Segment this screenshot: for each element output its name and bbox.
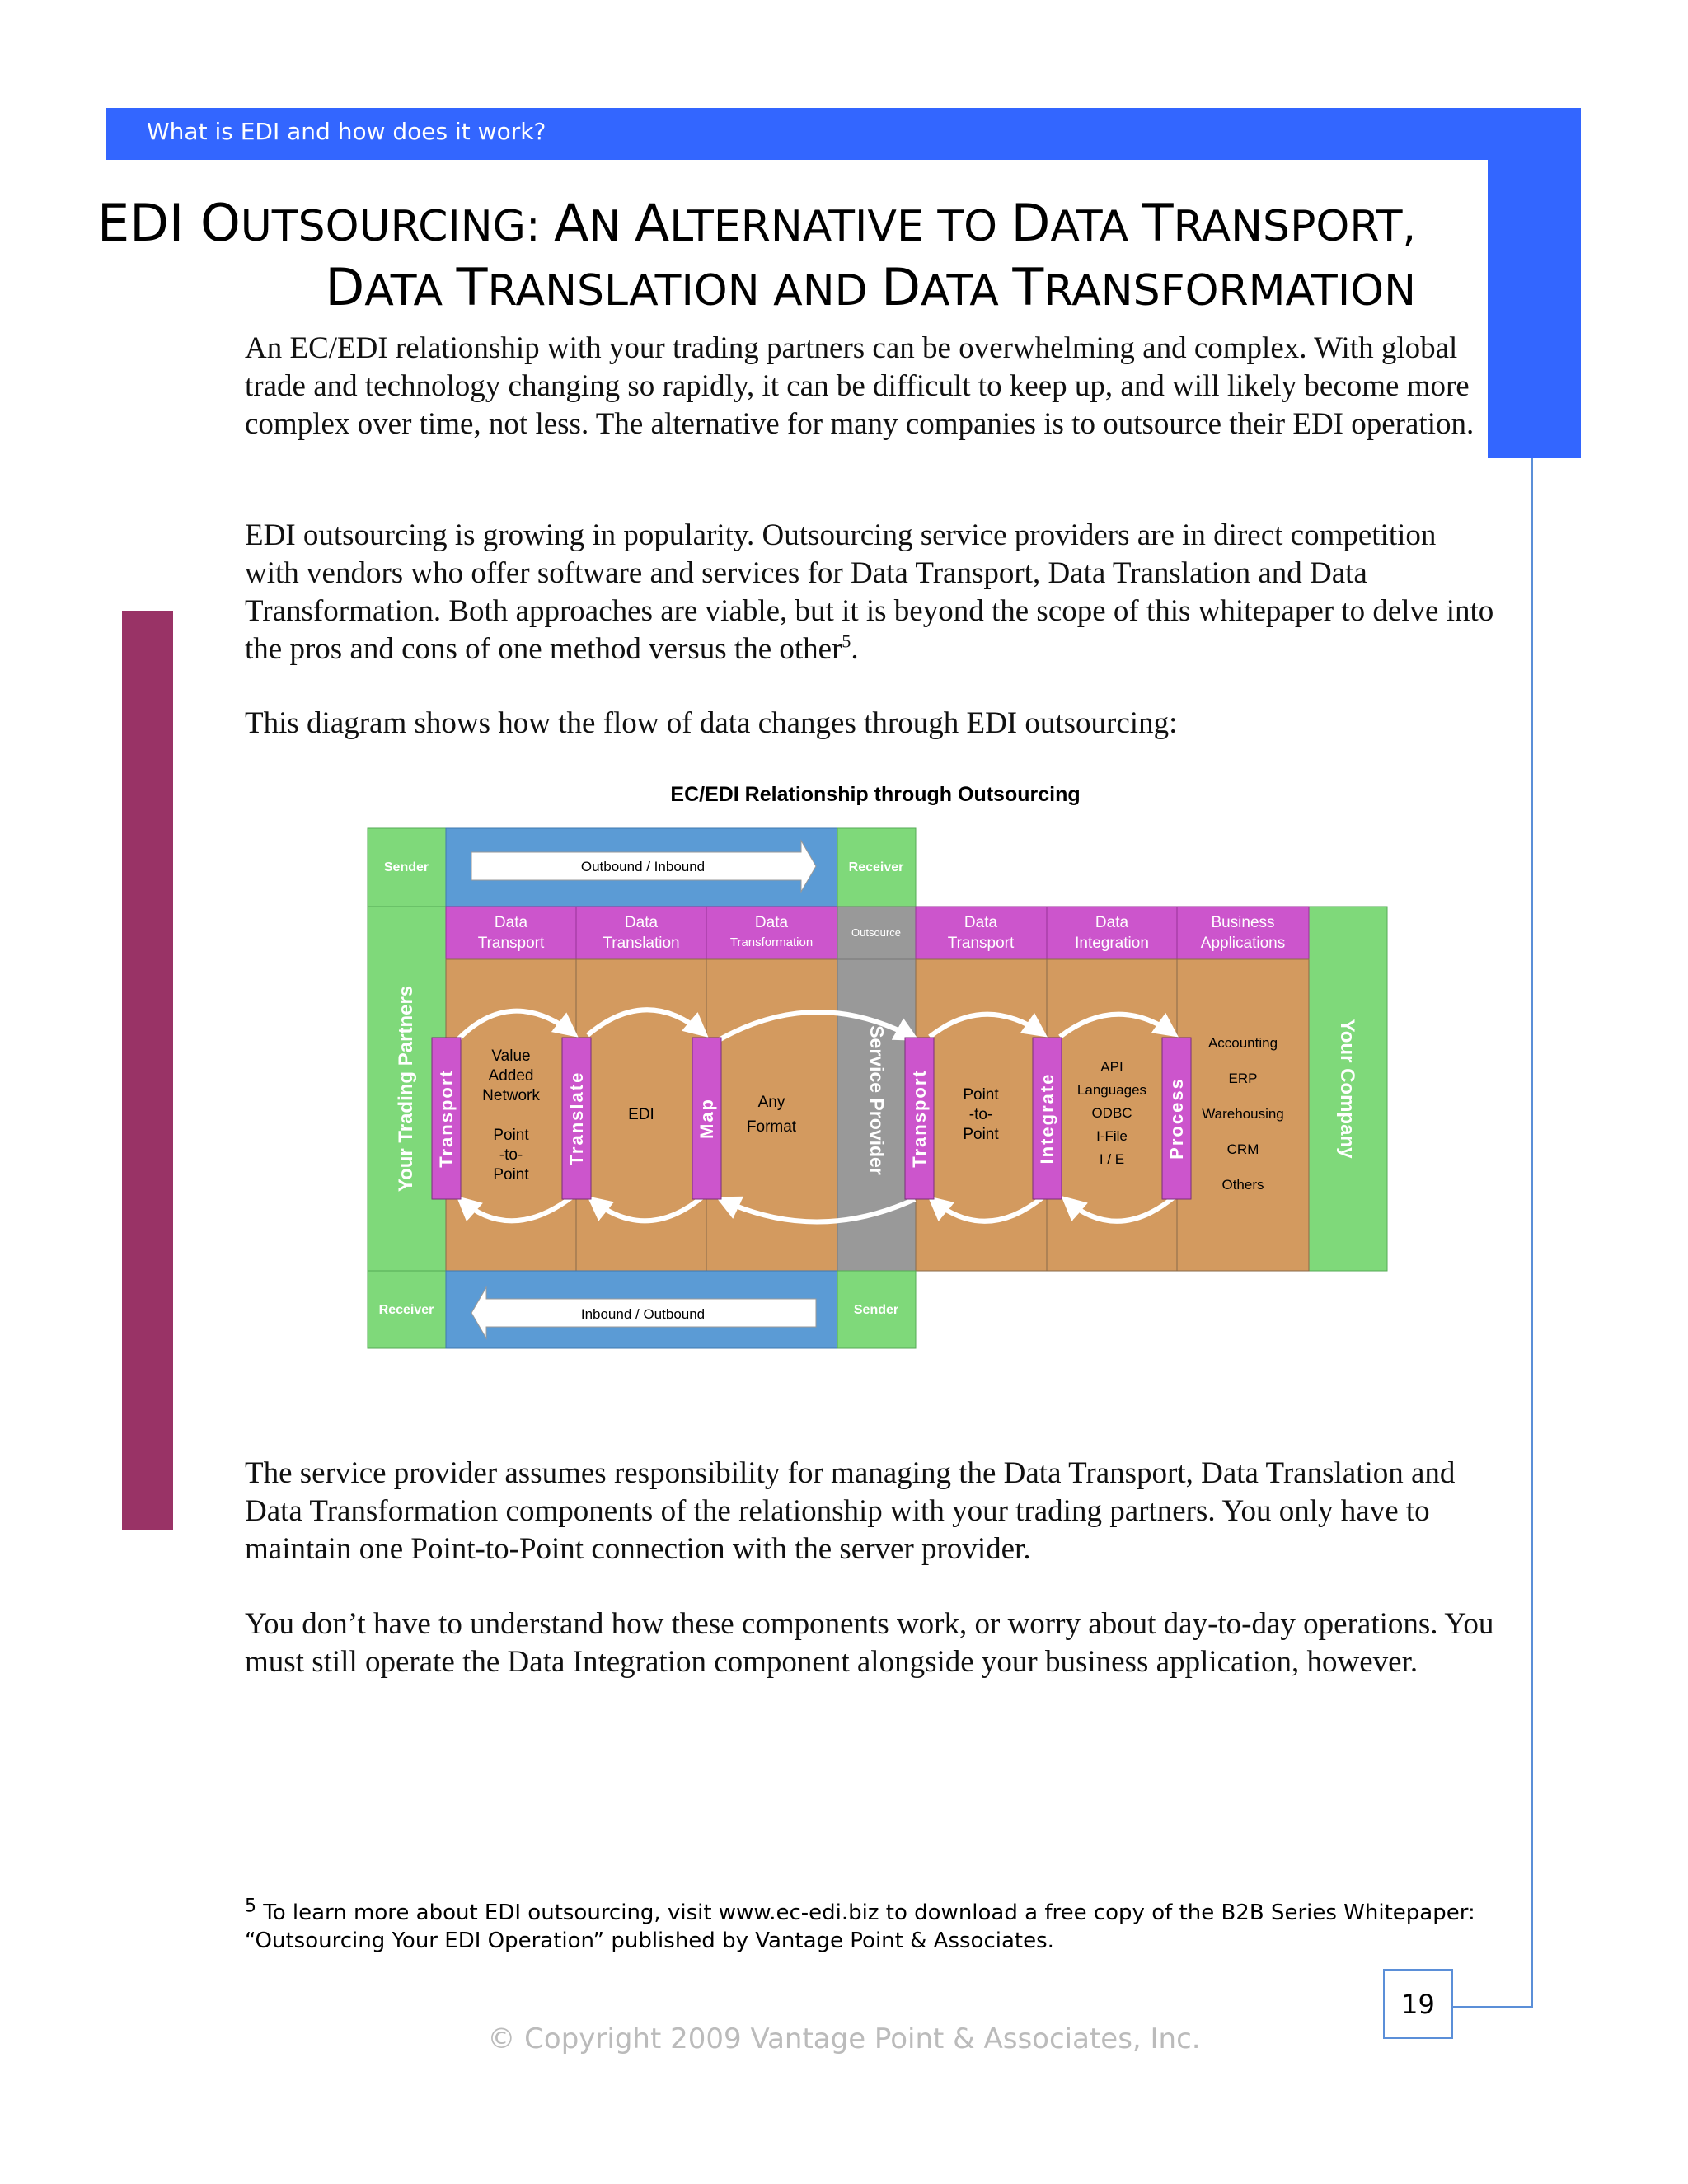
title-smallcaps: N: [588, 202, 635, 251]
copyright-notice: © Copyright 2009 Vantage Point & Associates, Inc.: [487, 2022, 1201, 2055]
title-smallcaps: ATA: [364, 266, 457, 316]
step-label: Process: [1166, 1077, 1187, 1160]
step-label: Transport: [909, 1069, 930, 1168]
cell-text: -to-: [968, 1106, 993, 1123]
title-capital: EDI: [97, 193, 200, 253]
cell-text: EDI: [628, 1106, 654, 1123]
header-label: Data: [964, 914, 998, 931]
inbound-outbound-label: Inbound / Outbound: [580, 1306, 706, 1322]
paragraph-2-text: EDI outsourcing is growing in popularity. Outsourcing service providers are in direct competition with vendors who offer software and services for Data Transport, Data Translation and Data Transformation. Both approaches are viable, but it is beyond the scope of this whitepaper to delve into the pros and cons of one method versus the other: [245, 518, 1494, 666]
header-label: Data: [754, 914, 789, 931]
footnote-ref: 5: [842, 630, 851, 652]
service-provider-label: Service Provider: [866, 1025, 888, 1175]
page-title-line-1: [97, 193, 1416, 253]
header-label: Translation: [603, 935, 680, 952]
step-label: Translate: [566, 1071, 587, 1166]
header-label: Applications: [1200, 935, 1286, 952]
cell-text: CRM: [1226, 1141, 1259, 1157]
title-capital: A: [634, 193, 670, 253]
step-label: Integrate: [1037, 1072, 1057, 1165]
header-label: Business: [1211, 914, 1275, 931]
paragraph-2: [245, 517, 1498, 668]
title-smallcaps: LTERNATIVE TO: [669, 202, 1011, 251]
cell-text: Point: [963, 1126, 999, 1143]
corner-decoration: [1488, 160, 1581, 458]
your-company-label: Your Company: [1336, 1019, 1358, 1159]
paragraph-5: You don’t have to understand how these components work, or worry about day-to-day operations. You must still operate the Data Integration component alongside your business application, however.: [245, 1607, 1494, 1679]
title-capital: A: [554, 193, 589, 253]
side-accent-bar: [122, 611, 173, 1530]
title-capital: T: [1012, 257, 1044, 317]
cell-text: I-File: [1096, 1128, 1128, 1144]
title-capital: T: [1142, 193, 1174, 253]
paragraph-1: An EC/EDI relationship with your trading partners can be overwhelming and complex. With global trade and technology changing so rapidly, it can be difficult to keep up, and will likely become more complex over time, not less. The alternative for many companies is to outsource their EDI operation.: [245, 331, 1475, 441]
footnote-number: 5: [245, 1896, 256, 1917]
step-label: Transport: [436, 1069, 457, 1168]
title-capital: T: [456, 257, 488, 317]
section-header-text: What is EDI and how does it work?: [147, 118, 546, 145]
cell-text: ERP: [1228, 1071, 1258, 1086]
cell-text: Any: [757, 1094, 785, 1111]
title-capital: D: [881, 257, 921, 317]
header-label: Data: [1095, 914, 1129, 931]
cell-text: Value: [491, 1047, 531, 1065]
cell-text: Others: [1221, 1177, 1264, 1193]
cell-text: -to-: [499, 1146, 523, 1164]
bottom-sender-label: Sender: [853, 1303, 899, 1317]
title-capital: D: [1010, 193, 1051, 253]
page-number-connector: [1453, 2006, 1533, 2008]
margin-rule: [1531, 458, 1533, 2008]
cell-text: Languages: [1076, 1082, 1147, 1098]
outsource-label: Outsource: [851, 926, 901, 939]
bottom-receiver-label: Receiver: [378, 1303, 434, 1317]
header-label: Data: [494, 914, 528, 931]
header-label: Data: [624, 914, 659, 931]
cell-text: Point: [493, 1166, 529, 1183]
edi-outsourcing-diagram: [363, 779, 1393, 1356]
cell-text: Added: [488, 1067, 534, 1085]
header-label: Transport: [477, 935, 545, 952]
cell-text: ODBC: [1091, 1105, 1132, 1121]
title-capital: O: [199, 193, 241, 253]
title-capital: D: [325, 257, 365, 317]
cell-text: I / E: [1099, 1151, 1125, 1167]
title-smallcaps: ATA: [920, 266, 1013, 316]
body-cell: [446, 959, 576, 1271]
step-label: Map: [696, 1098, 717, 1139]
title-smallcaps: RANSPORT,: [1173, 202, 1416, 251]
header-label: Transformation: [729, 935, 814, 949]
footnote: [245, 1896, 1531, 1955]
cell-text: Format: [746, 1118, 797, 1136]
title-smallcaps: UTSOURCING:: [240, 202, 554, 251]
cell-text: Warehousing: [1202, 1106, 1284, 1122]
title-smallcaps: ATA: [1050, 202, 1142, 251]
top-sender-label: Sender: [383, 860, 429, 874]
header-label: Transport: [947, 935, 1015, 952]
paragraph-2-end: .: [851, 632, 859, 666]
cell-text: Network: [482, 1087, 540, 1104]
cell-text: API: [1100, 1059, 1123, 1075]
outbound-inbound-label: Outbound / Inbound: [580, 859, 706, 874]
cell-text: Point: [493, 1127, 529, 1144]
paragraph-3: This diagram shows how the flow of data changes through EDI outsourcing:: [245, 706, 1178, 740]
trading-partners-label: Your Trading Partners: [395, 985, 417, 1193]
header-label: Integration: [1075, 935, 1149, 952]
title-smallcaps: RANSFORMATION: [1043, 266, 1416, 316]
cell-text: Accounting: [1207, 1035, 1278, 1051]
page-number: 19: [1383, 1969, 1453, 2039]
diagram-title: EC/EDI Relationship through Outsourcing: [670, 783, 1081, 806]
top-receiver-label: Receiver: [848, 860, 904, 874]
cell-text: Point: [963, 1086, 999, 1104]
page-title-line-2: [325, 257, 1416, 317]
footnote-text: To learn more about EDI outsourcing, visit www.ec-edi.biz to download a free copy of the B2B Series Whitepaper: “Outsourcing Your EDI Operation” published by Vantage Point & Associates.: [245, 1900, 1475, 1953]
title-smallcaps: RANSLATION AND: [487, 266, 882, 316]
paragraph-4: The service provider assumes responsibility for managing the Data Transport, Data Translation and Data Transformation components of the relationship with your trading partners. You only have to maintain one Point-to-Point connection with the server provider.: [245, 1456, 1456, 1566]
